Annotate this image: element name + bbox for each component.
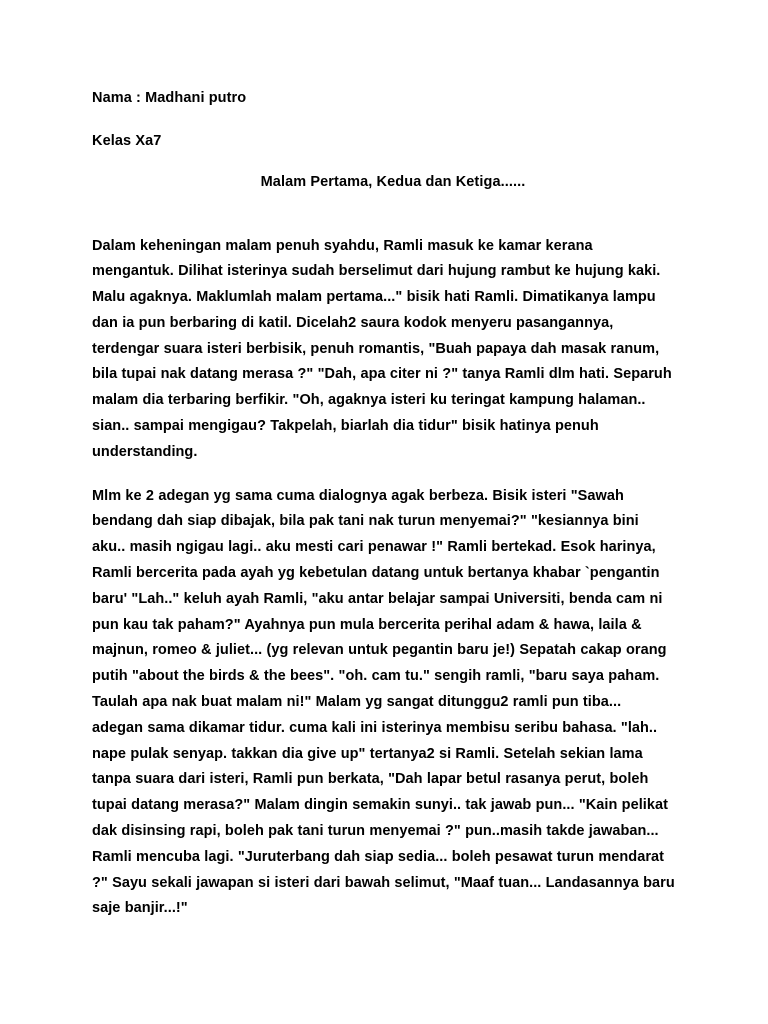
body-paragraph-2: Mlm ke 2 adegan yg sama cuma dialognya agak berbeza. Bisik isteri "Sawah bendang dah siap dibajak, bila pak tani nak turun menyemai?" "kesiannya bini aku.. masih ngigau lagi.. aku mesti cari penawar !" Ramli bertekad. Esok harinya, Ramli bercerita pada ayah yg kebetulan datang untuk bertanya khabar `pengantin baru' "Lah.." keluh ayah Ramli, "aku antar belajar sampai Universiti, benda cam ni pun kau tak paham?" Ayahnya pun mula bercerita perihal adam & hawa, laila & majnun, romeo & juliet... (yg relevan untuk pegantin baru je!) Sepatah cakap orang putih "about the birds & the bees". "oh. cam tu." sengih ramli, "baru saya paham. Taulah apa nak buat malam ni!" Malam yg sangat ditunggu2 ramli pun tiba... adegan sama dikamar tidur. cuma kali ini isterinya membisu seribu bahasa. "lah.. nape pulak senyap. takkan dia give up" tertanya2 si Ramli. Setelah sekian lama tanpa suara dari isteri, Ramli pun berkata, "Dah lapar betul rasanya perut, boleh tupai datang merasa?" Malam dingin semakin sunyi.. tak jawab pun... "Kain pelikat dak disinsing rapi, boleh pak tani turun menyemai ?" pun..masih takde jawaban... Ramli mencuba lagi. "Juruterbang dah siap sedia... boleh pesawat turun mendarat ?" Sayu sekali jawapan si isteri dari bawah selimut, "Maaf tuan... Landasannya baru saje banjir...!" [92,487,675,917]
body-paragraph-1: Dalam keheningan malam penuh syahdu, Ramli masuk ke kamar kerana mengantuk. Dilihat isterinya sudah berselimut dari hujung rambut ke hujung kaki. Malu agaknya. Maklumlah malam pertama..." bisik hati Ramli. Dimatikanya lampu dan ia pun berbaring di katil. Dicelah2 saura kodok menyeru pasangannya, terdengar suara isteri berbisik, penuh romantis, "Buah papaya dah masak ranum, bila tupai nak datang merasa ?" "Dah, apa citer ni ?" tanya Ramli dlm hati. Separuh malam dia terbaring berfikir. "Oh, agaknya isteri ku teringat kampung halaman.. sian.. sampai mengigau? Takpelah, biarlah dia tidur" bisik hatinya penuh understanding. [92,237,672,460]
page-title: Malam Pertama, Kedua dan Ketiga...... [260,173,526,190]
class-line: Kelas Xa7 [92,132,162,149]
author-name-line: Nama : Madhani putro [92,90,247,106]
